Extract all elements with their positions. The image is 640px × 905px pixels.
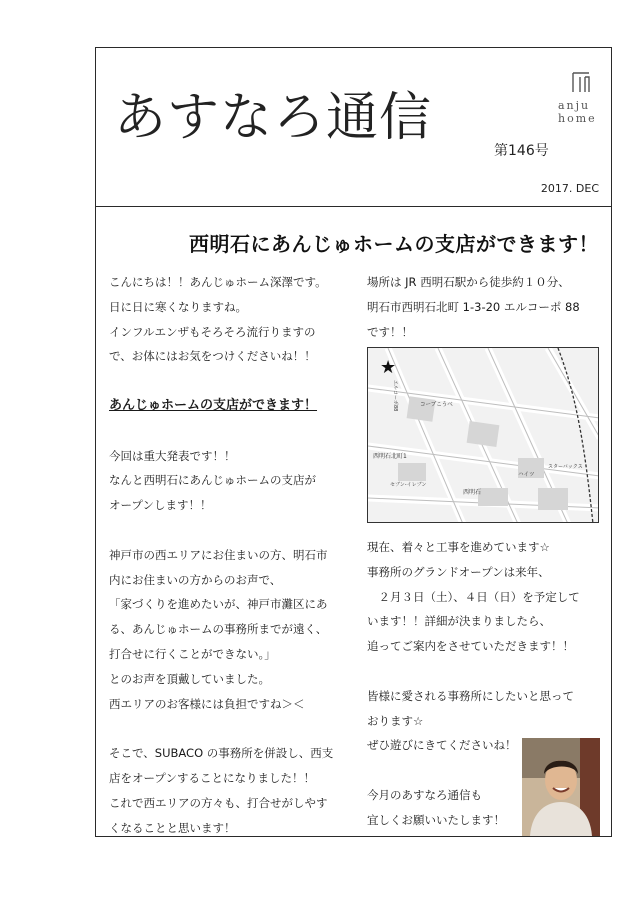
signoff-line: 宜しくお願いいたします！ [367,812,505,827]
map-drawing [368,348,599,523]
wish-line: 皆様に愛される事務所にしたいと思って [367,688,574,703]
left-column [109,270,354,840]
logo-text [558,99,597,125]
voice-line: 打合せに行くことができない。」 [109,646,276,661]
closing-line: くなることと思います！ [109,820,236,835]
wish-line: ぜひ遊びにきてくださいね！ [367,738,517,753]
map-label: 西明石 [463,489,482,496]
progress-line: います！！詳細が決まりましたら、 [367,614,551,629]
closing-line: 店をオープンすることになりました！！ [109,770,315,785]
intro-line: 日に日に寒くなりますね。 [109,299,247,314]
newsletter-sheet [95,47,612,837]
voice-line: る、あんじゅホームの事務所までが遠く、 [109,622,328,637]
map-label: セブン-イレブン [390,482,427,488]
issue-number: 第146号 [494,143,549,159]
progress-line: 追ってご案内をさせていただきます！！ [367,639,574,654]
progress-line: ２月３日（土）、４日（日）を予定して [367,589,580,604]
intro-line: インフルエンザもそろそろ流行りますの [109,324,316,339]
announce-line: なんと西明石にあんじゅホームの支店が [109,473,316,488]
announce-line: オープンします！！ [109,498,212,513]
svg-text:エルコーポ88: エルコーポ88 [392,380,398,412]
location-line: 場所は JR 西明石駅から徒歩約１０分、 [367,275,570,289]
headline: 西明石にあんじゅホームの支店ができます！ [189,232,599,256]
intro-line: で、お体にはお気をつけくださいね！！ [109,349,316,364]
anju-home-logo-icon [570,70,592,94]
progress-line: 現在、着々と工事を進めています☆ [367,540,550,554]
wish-line: おります☆ [367,713,424,728]
logo-line1: anju [558,99,591,112]
voice-line: 西エリアのお客様には負担ですね＞＜ [109,696,305,711]
map-label: スターバックス [548,464,583,470]
location-map [367,347,599,523]
voice-line: 「家づくりを進めたいが、神戸市灘区にあ [109,597,328,612]
voice-line: 神戸市の西エリアにお住まいの方、明石市 [109,547,328,562]
intro-line: こんにちは！！あんじゅホーム深澤です。 [109,275,327,289]
map-label: 西明石北町1 [373,453,407,460]
newsletter-title: あすなろ通信 [114,88,433,148]
voice-line: とのお声を頂戴していました。 [109,671,270,686]
map-label: コープこうべ [420,402,453,408]
signoff-line: 今月のあすなろ通信も [367,787,482,802]
voice-line: 内にお住まいの方からのお声で、 [109,572,282,587]
location-line: 明石市西明石北町 1-3-20 エルコーポ 88 [367,299,580,314]
logo-line2: home [558,112,597,125]
map-label: ハイツ [518,472,535,478]
announce-line: 今回は重大発表です！！ [109,448,236,463]
location-line: です！！ [367,324,413,339]
staff-photo [522,738,600,836]
closing-line: これで西エリアの方々も、打合せがしやす [109,795,328,810]
section-subhead: あんじゅホームの支店ができます！ [109,397,318,413]
location-text [367,270,607,344]
progress-line: 事務所のグランドオープンは来年、 [367,564,550,579]
svg-text:★: ★ [380,357,397,378]
closing-line: そこで、SUBACO の事務所を併設し、西支 [109,746,334,761]
header-divider [96,206,611,207]
issue-date: 2017. DEC [540,182,599,195]
